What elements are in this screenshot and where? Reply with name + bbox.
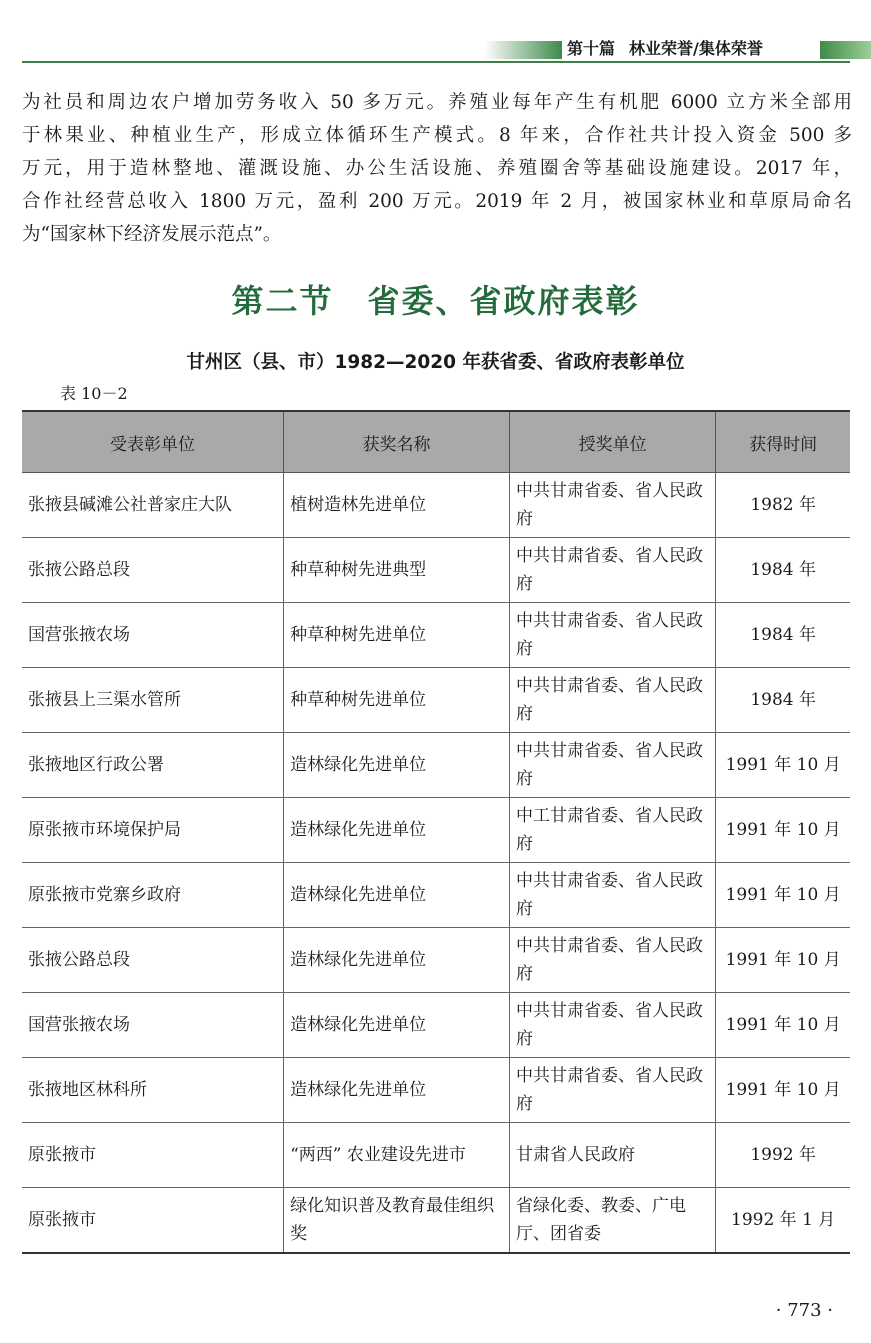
table-row xyxy=(22,668,850,733)
cell-recipient: 原张掖市 xyxy=(22,1188,284,1253)
cell-grantor: 中共甘肃省委、省人民政府 xyxy=(509,538,715,603)
table-row xyxy=(22,863,850,928)
cell-recipient: 原张掖市环境保护局 xyxy=(22,798,284,863)
cell-award: 造林绿化先进单位 xyxy=(284,1058,510,1123)
header-gradient-left xyxy=(484,41,562,59)
header-section: 林业荣誉/集体荣誉 xyxy=(629,39,763,58)
cell-recipient: 张掖地区行政公署 xyxy=(22,733,284,798)
table-row xyxy=(22,928,850,993)
table-row xyxy=(22,993,850,1058)
cell-date: 1991 年 10 月 xyxy=(716,993,850,1058)
cell-grantor: 甘肃省人民政府 xyxy=(509,1123,715,1188)
table-header-row xyxy=(22,411,850,473)
cell-grantor: 中共甘肃省委、省人民政府 xyxy=(509,733,715,798)
cell-date: 1991 年 10 月 xyxy=(716,863,850,928)
cell-grantor: 省绿化委、教委、广电厅、团省委 xyxy=(509,1188,715,1253)
cell-grantor: 中共甘肃省委、省人民政府 xyxy=(509,473,715,538)
cell-award: 造林绿化先进单位 xyxy=(284,798,510,863)
cell-recipient: 国营张掖农场 xyxy=(22,603,284,668)
page-number: · 773 · xyxy=(775,1300,833,1321)
table-row xyxy=(22,538,850,603)
cell-grantor: 中共甘肃省委、省人民政府 xyxy=(509,1058,715,1123)
cell-award: “两西” 农业建设先进市 xyxy=(284,1123,510,1188)
cell-date: 1984 年 xyxy=(716,668,850,733)
table-row xyxy=(22,733,850,798)
cell-recipient: 张掖县碱滩公社普家庄大队 xyxy=(22,473,284,538)
cell-grantor: 中共甘肃省委、省人民政府 xyxy=(509,928,715,993)
table-row xyxy=(22,473,850,538)
body-line: 万元，用于造林整地、灌溉设施、办公生活设施、养殖圈舍等基础设施建设。2017 年， xyxy=(22,158,852,179)
cell-award: 种草种树先进单位 xyxy=(284,668,510,733)
cell-date: 1982 年 xyxy=(716,473,850,538)
cell-award: 植树造林先进单位 xyxy=(284,473,510,538)
cell-recipient: 张掖地区林科所 xyxy=(22,1058,284,1123)
awards-table xyxy=(22,410,850,1254)
table-body xyxy=(22,473,850,1253)
cell-grantor: 中工甘肃省委、省人民政府 xyxy=(509,798,715,863)
cell-date: 1991 年 10 月 xyxy=(716,798,850,863)
table-row xyxy=(22,1188,850,1253)
cell-award: 造林绿化先进单位 xyxy=(284,863,510,928)
cell-recipient: 张掖公路总段 xyxy=(22,928,284,993)
table-row xyxy=(22,603,850,668)
table-row xyxy=(22,1058,850,1123)
section-title: 第二节 省委、省政府表彰 xyxy=(231,282,640,320)
table-row xyxy=(22,1123,850,1188)
header-gradient-right xyxy=(820,41,871,59)
cell-award: 种草种树先进单位 xyxy=(284,603,510,668)
column-header-award: 获奖名称 xyxy=(284,411,510,473)
body-paragraph xyxy=(22,86,852,251)
header-title xyxy=(567,38,763,60)
body-line: 于林果业、种植业生产，形成立体循环生产模式。8 年来，合作社共计投入资金 500 多 xyxy=(22,125,852,146)
cell-date: 1984 年 xyxy=(716,538,850,603)
cell-grantor: 中共甘肃省委、省人民政府 xyxy=(509,993,715,1058)
cell-date: 1991 年 10 月 xyxy=(716,928,850,993)
cell-date: 1992 年 1 月 xyxy=(716,1188,850,1253)
cell-award: 种草种树先进典型 xyxy=(284,538,510,603)
header-rule xyxy=(22,61,850,63)
cell-award: 造林绿化先进单位 xyxy=(284,928,510,993)
cell-award: 造林绿化先进单位 xyxy=(284,733,510,798)
cell-award: 造林绿化先进单位 xyxy=(284,993,510,1058)
cell-grantor: 中共甘肃省委、省人民政府 xyxy=(509,863,715,928)
cell-date: 1991 年 10 月 xyxy=(716,1058,850,1123)
table-number: 表 10－2 xyxy=(60,384,128,403)
cell-grantor: 中共甘肃省委、省人民政府 xyxy=(509,668,715,733)
cell-date: 1984 年 xyxy=(716,603,850,668)
table-row xyxy=(22,798,850,863)
cell-award: 绿化知识普及教育最佳组织奖 xyxy=(284,1188,510,1253)
cell-recipient: 原张掖市 xyxy=(22,1123,284,1188)
body-line: 为社员和周边农户增加劳务收入 50 多万元。养殖业每年产生有机肥 6000 立方米全部用 xyxy=(22,92,852,113)
column-header-recipient: 受表彰单位 xyxy=(22,411,284,473)
column-header-grantor: 授奖单位 xyxy=(509,411,715,473)
cell-recipient: 原张掖市党寨乡政府 xyxy=(22,863,284,928)
header-part: 第十篇 xyxy=(567,39,616,58)
cell-recipient: 国营张掖农场 xyxy=(22,993,284,1058)
cell-date: 1991 年 10 月 xyxy=(716,733,850,798)
body-line: 为“国家林下经济发展示范点”。 xyxy=(22,224,282,245)
running-header xyxy=(22,38,850,64)
cell-recipient: 张掖县上三渠水管所 xyxy=(22,668,284,733)
column-header-date: 获得时间 xyxy=(716,411,850,473)
cell-date: 1992 年 xyxy=(716,1123,850,1188)
body-line: 合作社经营总收入 1800 万元，盈利 200 万元。2019 年 2 月，被国家林业和草原局命名 xyxy=(22,191,852,212)
cell-grantor: 中共甘肃省委、省人民政府 xyxy=(509,603,715,668)
cell-recipient: 张掖公路总段 xyxy=(22,538,284,603)
table-caption: 甘州区（县、市）1982—2020 年获省委、省政府表彰单位 xyxy=(186,352,685,373)
